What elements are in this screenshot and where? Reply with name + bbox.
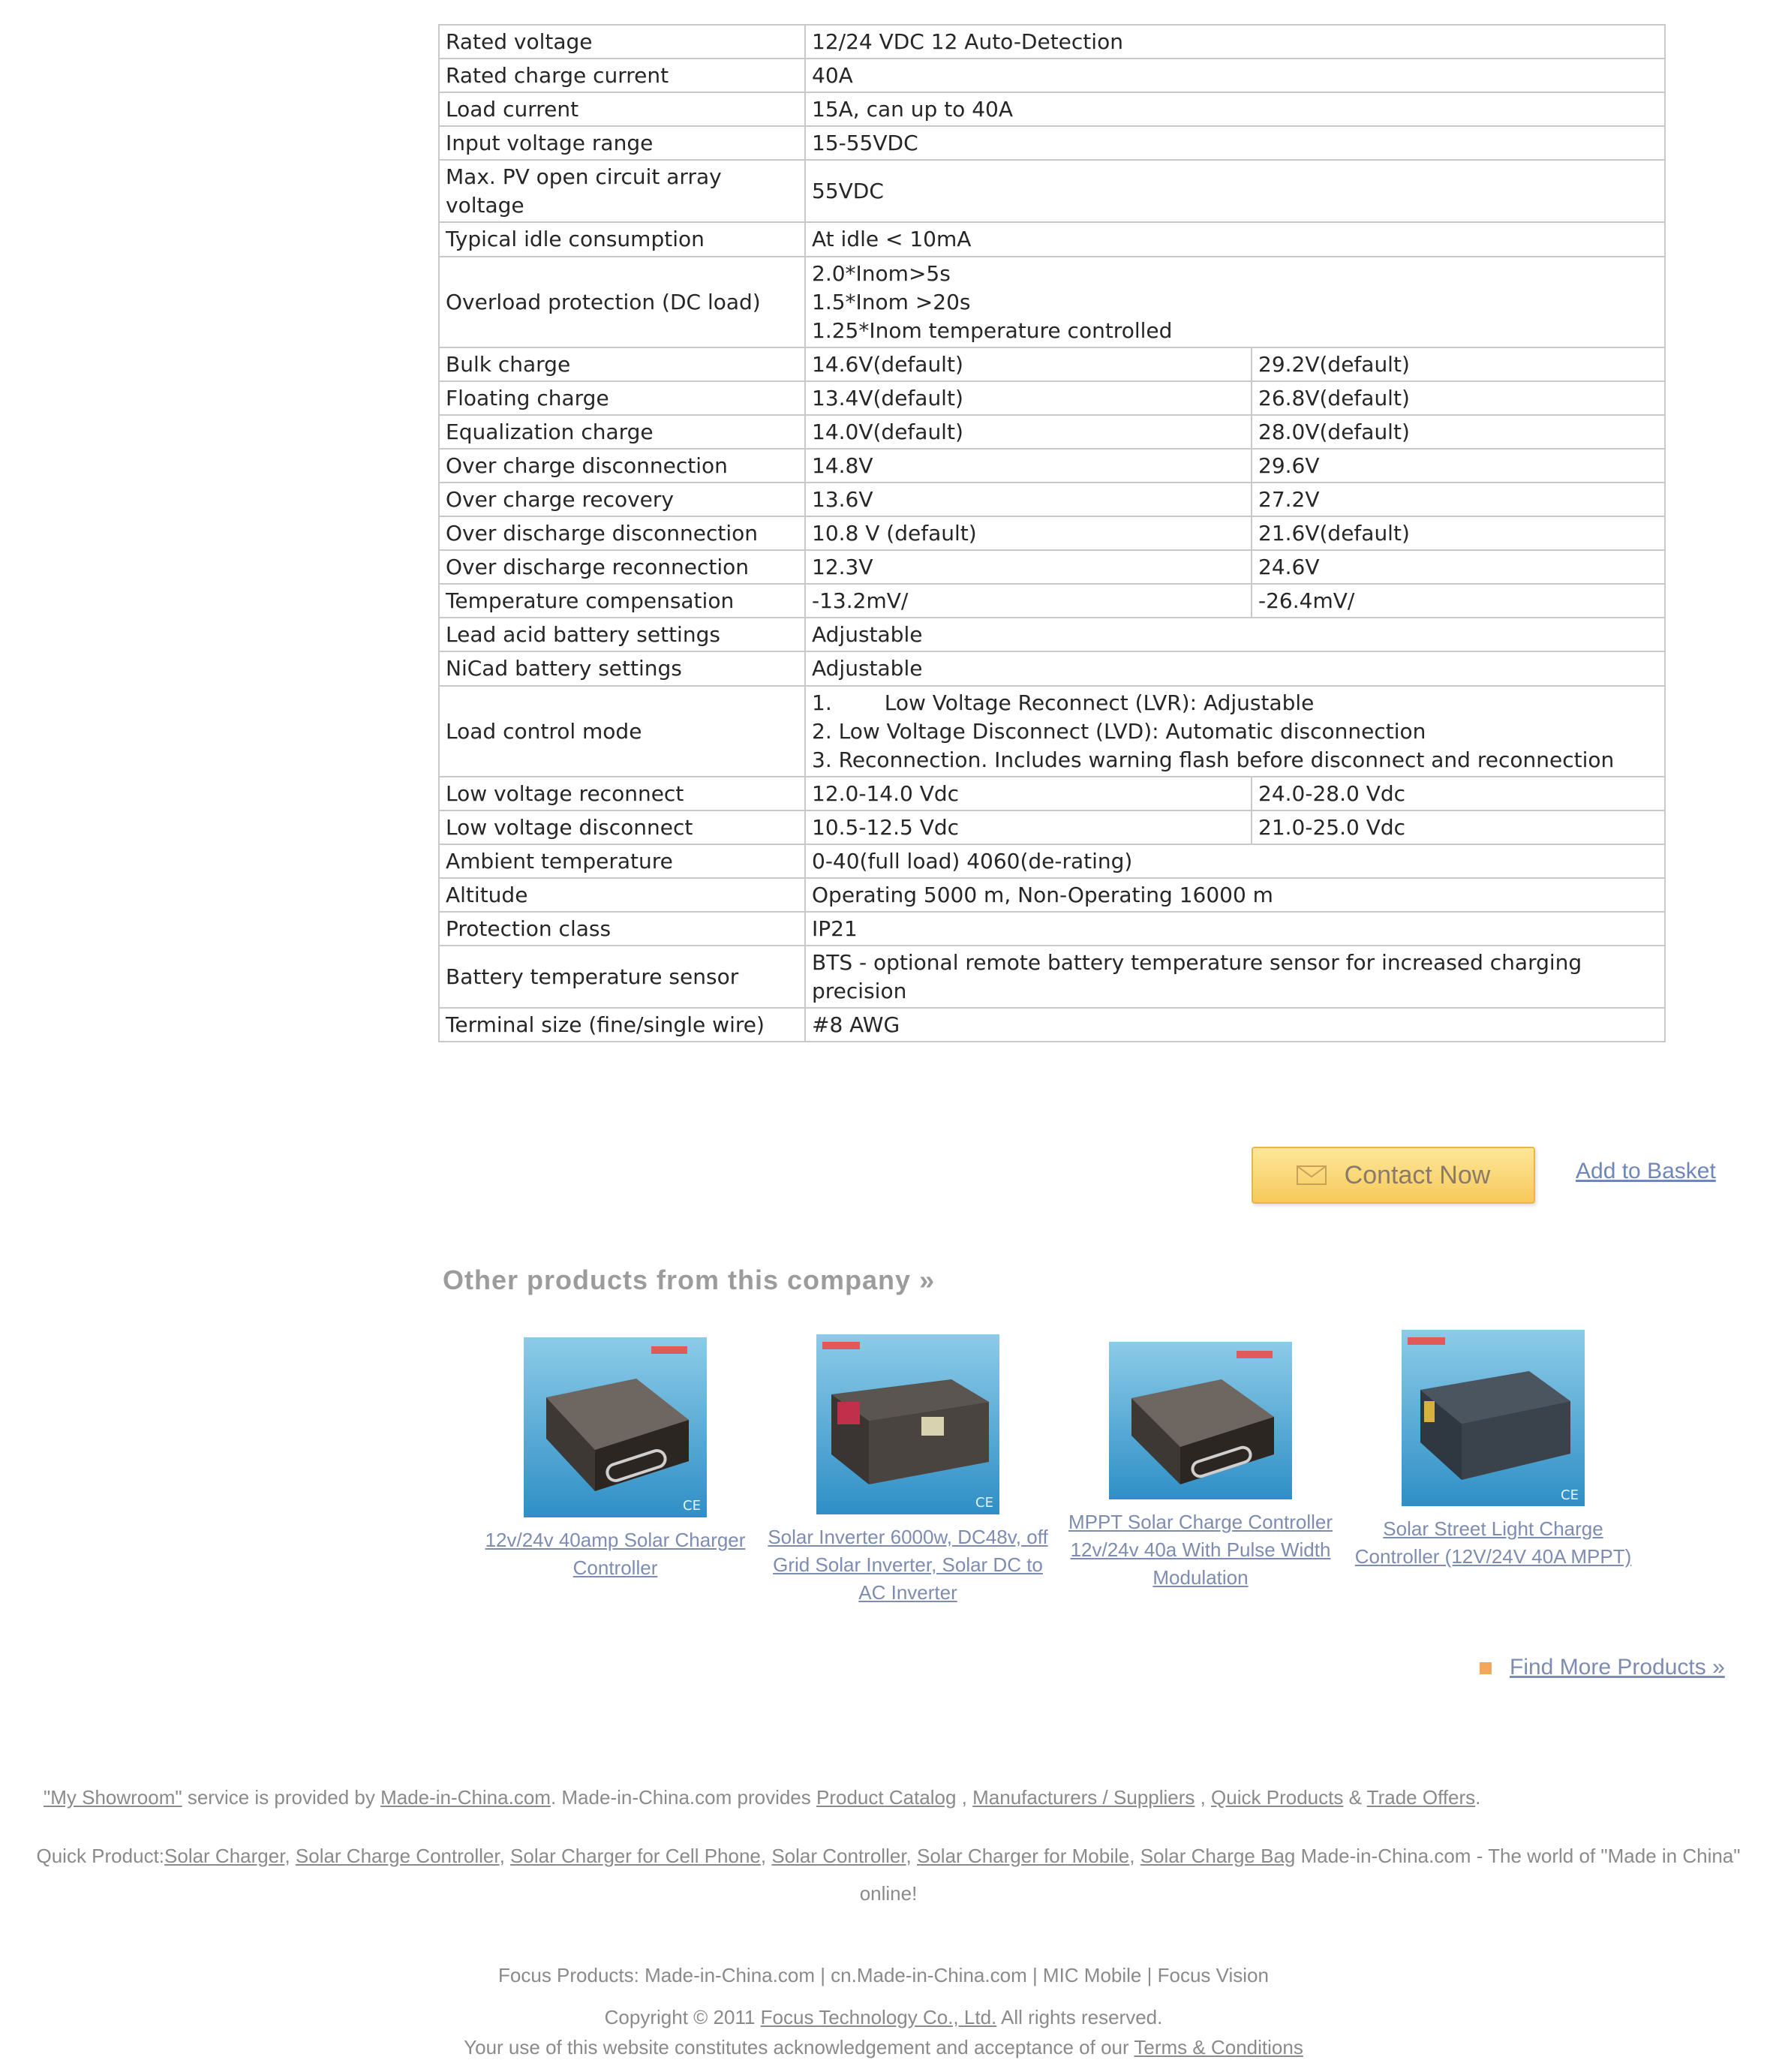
spec-row (439, 946, 1665, 1008)
spec-label: Temperature compensation (439, 584, 805, 618)
spec-value-line (812, 689, 1658, 717)
spec-value-12v: 10.5-12.5 Vdc (805, 810, 1252, 844)
find-more-label[interactable]: Find More Products » (1510, 1655, 1725, 1680)
spec-value: Operating 5000 m, Non-Operating 16000 m (805, 878, 1665, 912)
spec-value-24v: 26.8V(default) (1252, 381, 1665, 415)
spec-label: Overload protection (DC load) (439, 257, 805, 347)
spec-value: 15-55VDC (805, 126, 1665, 160)
list-text: Low Voltage Reconnect (LVR): Adjustable (884, 690, 1315, 715)
product-name[interactable]: Solar Street Light Charge Controller (12V/24V 40A MPPT) (1354, 1517, 1632, 1568)
spec-label: Altitude (439, 878, 805, 912)
spec-value-24v: 24.6V (1252, 550, 1665, 584)
mail-icon (1297, 1165, 1327, 1185)
arrow-icon (1480, 1662, 1492, 1674)
footer-copyright (0, 2002, 1767, 2032)
spec-value-12v: 14.6V(default) (805, 347, 1252, 381)
product-card[interactable] (473, 1337, 758, 1582)
spec-row (439, 686, 1665, 777)
quick-link-solar-charge-controller[interactable]: Solar Charge Controller (295, 1845, 500, 1867)
footer-text: & (1343, 1786, 1367, 1809)
spec-row (439, 844, 1665, 878)
spec-row (439, 584, 1665, 618)
spec-row (439, 160, 1665, 222)
terms-text: Your use of this website constitutes acknowledgement and acceptance of our (464, 2036, 1134, 2058)
product-catalog-link[interactable]: Product Catalog (816, 1786, 957, 1809)
copyright-text: Copyright © 2011 (604, 2006, 761, 2028)
spec-value-line: 2.0*Inom>5s (812, 260, 951, 286)
svg-text:CE: CE (1561, 1487, 1579, 1503)
spec-row (439, 222, 1665, 256)
spec-value-12v: -13.2mV/ (805, 584, 1252, 618)
find-more-products-link[interactable] (1480, 1655, 1725, 1680)
spec-value-12v: 12.3V (805, 550, 1252, 584)
spec-value: BTS - optional remote battery temperature sensor for increased charging precision (805, 946, 1665, 1008)
quick-link-solar-charger-cell-phone[interactable]: Solar Charger for Cell Phone (510, 1845, 761, 1867)
spec-label: Protection class (439, 912, 805, 946)
focus-technology-link[interactable]: Focus Technology Co., Ltd. (760, 2006, 997, 2028)
spec-value: Adjustable (805, 618, 1665, 651)
spec-row (439, 415, 1665, 449)
spec-row (439, 92, 1665, 126)
spec-row (439, 516, 1665, 550)
spec-row (439, 651, 1665, 685)
spec-row (439, 25, 1665, 59)
spec-label: Battery temperature sensor (439, 946, 805, 1008)
spec-label: Equalization charge (439, 415, 805, 449)
spec-value-12v: 13.4V(default) (805, 381, 1252, 415)
footer-quick-product-line: Quick Product:Solar Charger, Solar Charge Controller, Solar Charger for Cell Phone, Solar Controller, Solar Charger for Mobile, Solar Charge Bag Made-in-China.com - The world of "Made in China" online! (36, 1845, 1741, 1905)
spec-label: Over discharge reconnection (439, 550, 805, 584)
spec-table (438, 24, 1666, 1042)
spec-value-line: 1.5*Inom >20s (812, 289, 971, 314)
spec-row (439, 126, 1665, 160)
spec-row (439, 550, 1665, 584)
footer-text: service is provided by (182, 1786, 381, 1809)
product-name[interactable]: MPPT Solar Charge Controller 12v/24v 40a With Pulse Width Modulation (1068, 1511, 1333, 1589)
spec-value: 55VDC (805, 160, 1665, 222)
spec-value-24v: 29.6V (1252, 449, 1665, 483)
spec-label: Ambient temperature (439, 844, 805, 878)
footer-terms-line (0, 2032, 1767, 2062)
spec-value-24v: -26.4mV/ (1252, 584, 1665, 618)
spec-value: #8 AWG (805, 1008, 1665, 1042)
footer-service-line (44, 1782, 1739, 1812)
spec-value-24v: 21.6V(default) (1252, 516, 1665, 550)
spec-value-line: 1.25*Inom temperature controlled (812, 317, 1173, 343)
spec-label: Input voltage range (439, 126, 805, 160)
spec-row (439, 449, 1665, 483)
list-number: 1. (812, 690, 832, 715)
spec-value-12v: 12.0-14.0 Vdc (805, 777, 1252, 810)
spec-value-12v: 10.8 V (default) (805, 516, 1252, 550)
spec-label: Load control mode (439, 686, 805, 777)
spec-row (439, 878, 1665, 912)
spec-row (439, 347, 1665, 381)
quick-link-solar-charger-mobile[interactable]: Solar Charger for Mobile (917, 1845, 1130, 1867)
spec-value: IP21 (805, 912, 1665, 946)
spec-value-12v: 14.8V (805, 449, 1252, 483)
product-card[interactable] (1058, 1342, 1343, 1592)
spec-row (439, 257, 1665, 347)
controller-image[interactable] (1109, 1342, 1292, 1499)
spec-label: Low voltage disconnect (439, 810, 805, 844)
spec-value-line: 2. Low Voltage Disconnect (LVD): Automatic disconnection (812, 718, 1426, 744)
spec-label: Rated charge current (439, 59, 805, 92)
footer-text: , (956, 1786, 973, 1809)
made-in-china-link[interactable]: Made-in-China.com (380, 1786, 551, 1809)
controller-image[interactable] (524, 1337, 707, 1517)
quick-link-solar-controller[interactable]: Solar Controller (771, 1845, 906, 1867)
spec-label: Floating charge (439, 381, 805, 415)
spec-row (439, 59, 1665, 92)
spec-value-line: 3. Reconnection. Includes warning flash before disconnect and reconnection (812, 747, 1615, 772)
spec-value (805, 257, 1665, 347)
spec-label: Low voltage reconnect (439, 777, 805, 810)
footer-tagline: Made-in-China.com - The world of "Made in China" online! (859, 1845, 1741, 1905)
spec-value: At idle < 10mA (805, 222, 1665, 256)
svg-text:CE: CE (975, 1495, 993, 1511)
spec-label: Max. PV open circuit array voltage (439, 160, 805, 222)
quick-product-prefix: Quick Product: (36, 1845, 165, 1867)
spec-row (439, 483, 1665, 516)
spec-label: Over discharge disconnection (439, 516, 805, 550)
product-card[interactable] (765, 1334, 1050, 1607)
quick-link-solar-charge-bag[interactable]: Solar Charge Bag (1140, 1845, 1296, 1867)
spec-row (439, 912, 1665, 946)
spec-value-24v: 21.0-25.0 Vdc (1252, 810, 1665, 844)
svg-text:CE: CE (683, 1498, 701, 1514)
spec-label: Rated voltage (439, 25, 805, 59)
spec-row (439, 381, 1665, 415)
spec-label: Terminal size (fine/single wire) (439, 1008, 805, 1042)
spec-value-24v: 29.2V(default) (1252, 347, 1665, 381)
product-name[interactable]: 12v/24v 40amp Solar Charger Controller (485, 1529, 746, 1579)
other-products-heading[interactable]: Other products from this company » (443, 1265, 936, 1295)
product-card[interactable] (1351, 1330, 1636, 1571)
contact-now-button[interactable] (1252, 1147, 1535, 1204)
product-name[interactable]: Solar Inverter 6000w, DC48v, off Grid Solar Inverter, Solar DC to AC Inverter (768, 1526, 1048, 1604)
terms-conditions-link[interactable]: Terms & Conditions (1134, 2036, 1303, 2058)
trade-offers-link[interactable]: Trade Offers (1366, 1786, 1476, 1809)
my-showroom-link[interactable]: "My Showroom" (44, 1786, 182, 1809)
spec-value: Adjustable (805, 651, 1665, 685)
add-to-basket-link[interactable]: Add to Basket (1576, 1159, 1716, 1183)
spec-label: Load current (439, 92, 805, 126)
spec-label: NiCad battery settings (439, 651, 805, 685)
spec-row (439, 1008, 1665, 1042)
spec-value-24v: 27.2V (1252, 483, 1665, 516)
contact-now-label: Contact Now (1344, 1160, 1491, 1189)
spec-value-24v: 24.0-28.0 Vdc (1252, 777, 1665, 810)
inverter-image[interactable] (816, 1334, 999, 1514)
spec-label: Lead acid battery settings (439, 618, 805, 651)
footer-text: , (1195, 1786, 1212, 1809)
spec-value: 12/24 VDC 12 Auto-Detection (805, 25, 1665, 59)
quick-products-link[interactable]: Quick Products (1211, 1786, 1344, 1809)
spec-row (439, 777, 1665, 810)
spec-value-12v: 13.6V (805, 483, 1252, 516)
footer-text: . Made-in-China.com provides (550, 1786, 816, 1809)
spec-value: 0-40(full load) 4060(de-rating) (805, 844, 1665, 878)
spec-label: Over charge disconnection (439, 449, 805, 483)
spec-value: 40A (805, 59, 1665, 92)
spec-value: 15A, can up to 40A (805, 92, 1665, 126)
spec-label: Bulk charge (439, 347, 805, 381)
spec-row (439, 618, 1665, 651)
spec-label: Over charge recovery (439, 483, 805, 516)
spec-value (805, 686, 1665, 777)
manufacturers-link[interactable]: Manufacturers / Suppliers (972, 1786, 1195, 1809)
footer-focus-products[interactable]: Focus Products: Made-in-China.com | cn.Made-in-China.com | MIC Mobile | Focus Vision (498, 1964, 1269, 1986)
spec-value-12v: 14.0V(default) (805, 415, 1252, 449)
quick-link-solar-charger[interactable]: Solar Charger (164, 1845, 285, 1867)
spec-row (439, 810, 1665, 844)
spec-value-24v: 28.0V(default) (1252, 415, 1665, 449)
spec-table-body (439, 25, 1665, 1042)
spec-label: Typical idle consumption (439, 222, 805, 256)
footer-text: . (1475, 1786, 1481, 1809)
copyright-text: All rights reserved. (996, 2006, 1163, 2028)
controller-image[interactable] (1402, 1330, 1585, 1506)
